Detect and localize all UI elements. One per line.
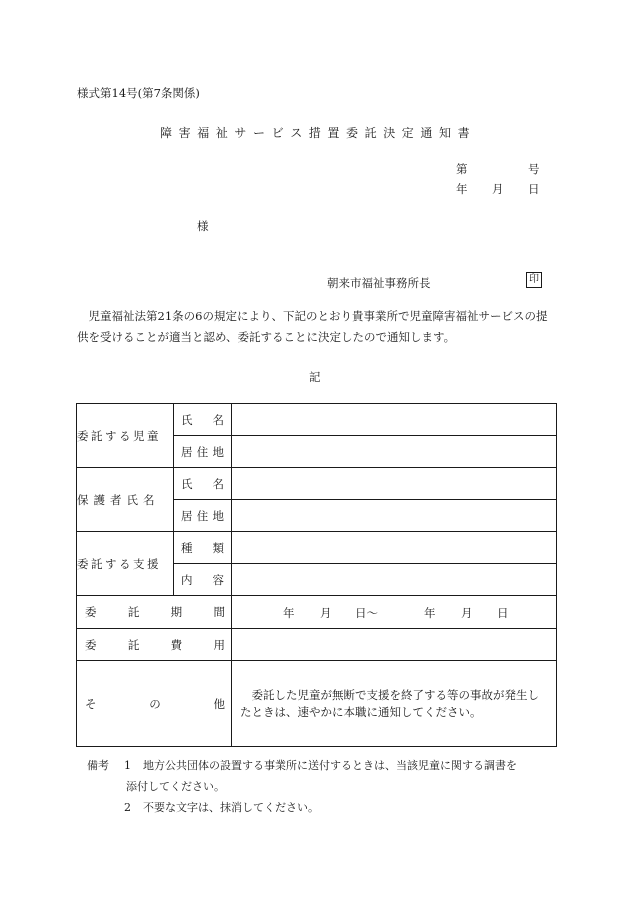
- guardian-label: 保護者氏名: [77, 468, 174, 532]
- remark-line-1: [87, 755, 517, 776]
- guardian-residence-field[interactable]: [232, 500, 557, 532]
- period-from-month: 月: [320, 606, 332, 620]
- child-name-field[interactable]: [232, 404, 557, 436]
- other-label: そ の 他: [77, 661, 232, 747]
- child-name-label: 氏 名: [174, 404, 232, 436]
- seal-mark: 印: [526, 272, 542, 288]
- ki-heading: 記: [309, 370, 321, 384]
- period-field[interactable]: [232, 596, 557, 629]
- support-label: 委託する支援: [77, 532, 174, 596]
- remark-line-1-cont: [87, 776, 225, 797]
- child-label: 委託する児童: [77, 404, 174, 468]
- month-label: 月: [492, 182, 504, 196]
- other-note: 委託した児童が無断で支援を終了する等の事故が発生したときは、速やかに本職に通知してください。: [232, 661, 557, 747]
- remarks-section: [87, 755, 517, 818]
- cost-field[interactable]: [232, 629, 557, 661]
- guardian-residence-label: 居 住 地: [174, 500, 232, 532]
- period-from-year: 年: [283, 606, 295, 620]
- remarks-heading: 備考: [87, 759, 109, 772]
- support-content-label: 内 容: [174, 564, 232, 596]
- support-type-label: 種 類: [174, 532, 232, 564]
- remark-text-1: 地方公共団体の設置する事業所に送付するときは、当該児童に関する調書を: [143, 759, 517, 772]
- period-to-year: 年: [424, 606, 436, 620]
- body-paragraph: 児童福祉法第21条の6の規定により、下記のとおり貴事業所で児童障害福祉サービスの提供を受けることが適当と認め、委託することに決定したので通知します。: [77, 309, 548, 344]
- addressee-suffix: 様: [197, 219, 209, 233]
- details-table: [76, 403, 557, 747]
- support-type-field[interactable]: [232, 532, 557, 564]
- remark-number-2: 2: [124, 801, 131, 814]
- number-suffix: 号: [528, 162, 540, 176]
- guardian-name-label: 氏 名: [174, 468, 232, 500]
- number-prefix: 第: [456, 162, 468, 176]
- support-content-field[interactable]: [232, 564, 557, 596]
- child-residence-label: 居 住 地: [174, 436, 232, 468]
- period-label: 委 託 期 間: [77, 596, 232, 629]
- remark-line-2: [87, 797, 319, 818]
- remark-text-2: 不要な文字は、抹消してください。: [143, 801, 319, 814]
- period-to-day: 日: [497, 606, 509, 620]
- document-title: 障害福祉サービス措置委託決定通知書: [160, 126, 477, 140]
- year-label: 年: [456, 182, 468, 196]
- form-number: 様式第14号(第7条関係): [77, 86, 200, 100]
- remark-number-1: 1: [124, 759, 131, 772]
- remark-text-1-cont: 添付してください。: [126, 780, 225, 793]
- guardian-name-field[interactable]: [232, 468, 557, 500]
- cost-label: 委 託 費 用: [77, 629, 232, 661]
- day-label: 日: [528, 182, 540, 196]
- period-from-day: 日〜: [355, 606, 378, 620]
- issuer-name: 朝来市福祉事務所長: [327, 276, 431, 290]
- child-residence-field[interactable]: [232, 436, 557, 468]
- period-to-month: 月: [461, 606, 473, 620]
